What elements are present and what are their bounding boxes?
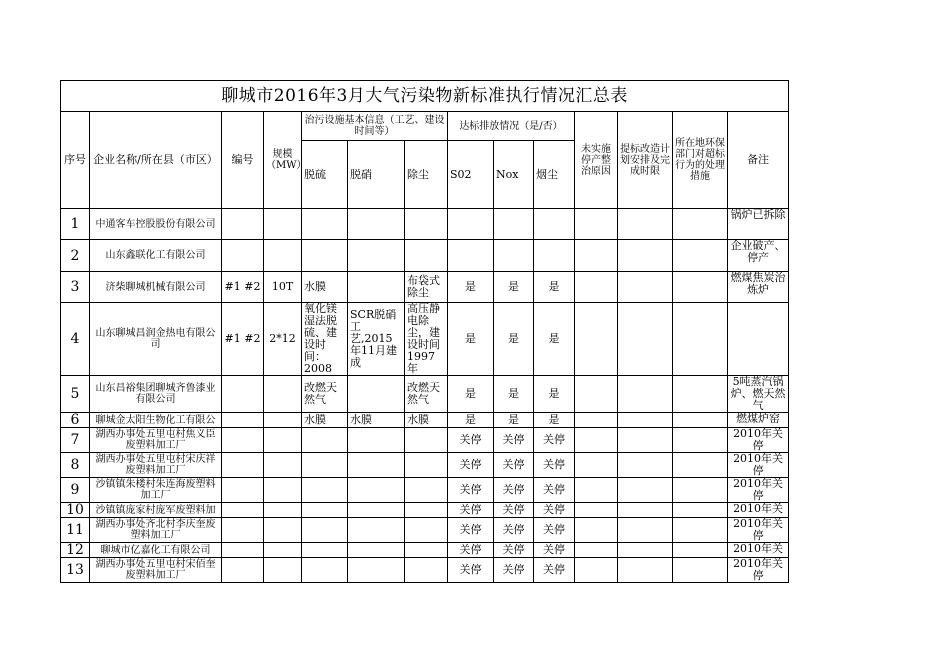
cell-dust: 关停	[534, 453, 575, 478]
cell-dedust	[405, 518, 448, 543]
cell-seq: 10	[61, 503, 90, 518]
cell-remark: 2010年关停	[728, 428, 789, 453]
cell-dust: 是	[534, 272, 575, 303]
cell-nox: 是	[494, 376, 534, 413]
cell-remark: 2010年关	[728, 543, 789, 558]
cell-plan	[618, 478, 673, 503]
table-row	[61, 303, 789, 376]
cell-measures	[673, 478, 728, 503]
cell-reason	[575, 376, 618, 413]
cell-remark: 燃煤焦炭治炼炉	[728, 272, 789, 303]
cell-dust	[534, 209, 575, 240]
cell-company: 山东昌裕集团聊城齐鲁漆业有限公司	[90, 376, 222, 413]
cell-dedust: 布袋式除尘	[405, 272, 448, 303]
cell-company: 湖西办事处五里屯村焦义臣废塑料加工厂	[90, 428, 222, 453]
cell-company: 湖西办事处齐北村李庆奎废塑料加工厂	[90, 518, 222, 543]
cell-code: #1 #2	[222, 303, 264, 376]
table-row	[61, 543, 789, 558]
cell-denitration: SCR脱硝工艺,2015年11月建成	[348, 303, 405, 376]
cell-seq: 9	[61, 478, 90, 503]
cell-scale	[264, 376, 302, 413]
cell-seq: 13	[61, 558, 90, 583]
cell-nox: 是	[494, 272, 534, 303]
header-facility-group: 治污设施基本信息（工艺、建设时间等）	[302, 112, 448, 141]
header-dust: 烟尘	[534, 141, 575, 209]
cell-remark: 2010年关	[728, 503, 789, 518]
cell-denitration	[348, 209, 405, 240]
cell-dust: 是	[534, 413, 575, 428]
cell-measures	[673, 428, 728, 453]
cell-dedust	[405, 428, 448, 453]
cell-nox: 关停	[494, 518, 534, 543]
cell-denitration	[348, 428, 405, 453]
cell-so2: 是	[448, 303, 494, 376]
cell-company: 中通客车控股股份有限公司	[90, 209, 222, 240]
cell-remark: 2010年关停	[728, 478, 789, 503]
cell-reason	[575, 453, 618, 478]
cell-seq: 12	[61, 543, 90, 558]
cell-so2	[448, 240, 494, 272]
cell-so2: 关停	[448, 558, 494, 583]
cell-code	[222, 428, 264, 453]
cell-dedust	[405, 209, 448, 240]
table-row	[61, 240, 789, 272]
header-improve-plan: 提标改造计划安排及完成时限	[618, 112, 673, 209]
cell-company: 聊城市亿嘉化工有限公司	[90, 543, 222, 558]
summary-sheet	[60, 80, 788, 583]
cell-desulfur	[302, 543, 348, 558]
cell-plan	[618, 518, 673, 543]
cell-dust: 是	[534, 376, 575, 413]
cell-desulfur	[302, 478, 348, 503]
cell-remark: 2010年关停	[728, 558, 789, 583]
cell-code	[222, 240, 264, 272]
cell-so2: 关停	[448, 428, 494, 453]
cell-remark: 燃煤炉窑	[728, 413, 789, 428]
cell-measures	[673, 209, 728, 240]
cell-desulfur: 水膜	[302, 272, 348, 303]
table-row	[61, 413, 789, 428]
cell-nox: 关停	[494, 503, 534, 518]
cell-measures	[673, 453, 728, 478]
cell-measures	[673, 558, 728, 583]
cell-code	[222, 503, 264, 518]
cell-dust	[534, 240, 575, 272]
cell-reason	[575, 303, 618, 376]
cell-dust: 关停	[534, 543, 575, 558]
cell-dedust: 改燃天然气	[405, 376, 448, 413]
cell-scale	[264, 478, 302, 503]
cell-denitration	[348, 503, 405, 518]
table-row	[61, 518, 789, 543]
header-so2: S02	[448, 141, 494, 209]
cell-remark: 锅炉已拆除	[728, 209, 789, 240]
cell-dedust: 水膜	[405, 413, 448, 428]
cell-measures	[673, 240, 728, 272]
cell-desulfur	[302, 503, 348, 518]
cell-remark: 企业破产、停产	[728, 240, 789, 272]
cell-scale: 10T	[264, 272, 302, 303]
cell-company: 聊城金太阳生物化工有限公	[90, 413, 222, 428]
cell-seq: 1	[61, 209, 90, 240]
header-company: 企业名称/所在县（市区）	[90, 112, 222, 209]
cell-reason	[575, 413, 618, 428]
cell-measures	[673, 303, 728, 376]
cell-denitration	[348, 240, 405, 272]
cell-company: 沙镇镇朱楼村朱连海废塑料加工厂	[90, 478, 222, 503]
cell-scale	[264, 240, 302, 272]
table-row	[61, 478, 789, 503]
cell-nox: 关停	[494, 428, 534, 453]
cell-scale	[264, 453, 302, 478]
cell-code	[222, 413, 264, 428]
cell-scale	[264, 518, 302, 543]
cell-dedust	[405, 503, 448, 518]
cell-dedust	[405, 543, 448, 558]
cell-denitration: 水膜	[348, 413, 405, 428]
header-env-measures: 所在地环保部门对超标行为的处理措施	[673, 112, 728, 209]
cell-desulfur: 氧化镁湿法脱硫、建设时间：2008	[302, 303, 348, 376]
cell-plan	[618, 303, 673, 376]
cell-reason	[575, 272, 618, 303]
cell-nox: 关停	[494, 478, 534, 503]
header-not-implemented: 未实施停产整治原因	[575, 112, 618, 209]
cell-plan	[618, 503, 673, 518]
cell-scale	[264, 558, 302, 583]
cell-desulfur	[302, 428, 348, 453]
cell-remark: 2010年关停	[728, 518, 789, 543]
cell-dedust: 高压静电除尘，建设时间1997年	[405, 303, 448, 376]
cell-company: 山东聊城昌润金热电有限公司	[90, 303, 222, 376]
table-row	[61, 428, 789, 453]
cell-dedust	[405, 453, 448, 478]
cell-measures	[673, 503, 728, 518]
cell-so2: 是	[448, 376, 494, 413]
cell-code	[222, 209, 264, 240]
header-dedust: 除尘	[405, 141, 448, 209]
cell-remark	[728, 303, 789, 376]
cell-desulfur: 改燃天然气	[302, 376, 348, 413]
cell-so2: 关停	[448, 503, 494, 518]
cell-plan	[618, 453, 673, 478]
cell-seq: 5	[61, 376, 90, 413]
cell-code	[222, 558, 264, 583]
cell-scale: 2*12	[264, 303, 302, 376]
header-emission-group: 达标排放情况（是/否）	[448, 112, 575, 141]
cell-plan	[618, 558, 673, 583]
cell-measures	[673, 376, 728, 413]
cell-reason	[575, 240, 618, 272]
cell-code	[222, 518, 264, 543]
cell-seq: 3	[61, 272, 90, 303]
cell-plan	[618, 240, 673, 272]
cell-desulfur	[302, 209, 348, 240]
cell-nox: 关停	[494, 543, 534, 558]
cell-code	[222, 543, 264, 558]
cell-code	[222, 478, 264, 503]
cell-reason	[575, 518, 618, 543]
cell-denitration	[348, 478, 405, 503]
header-desulfur: 脱硫	[302, 141, 348, 209]
cell-so2: 是	[448, 272, 494, 303]
cell-plan	[618, 376, 673, 413]
cell-seq: 2	[61, 240, 90, 272]
cell-so2: 是	[448, 413, 494, 428]
cell-scale	[264, 543, 302, 558]
cell-company: 湖西办事处五里屯村宋佰奎废塑料加工厂	[90, 558, 222, 583]
cell-denitration	[348, 376, 405, 413]
cell-seq: 8	[61, 453, 90, 478]
cell-remark: 2010年关停	[728, 453, 789, 478]
cell-measures	[673, 518, 728, 543]
table-row	[61, 558, 789, 583]
cell-reason	[575, 209, 618, 240]
cell-dust: 关停	[534, 518, 575, 543]
cell-plan	[618, 413, 673, 428]
cell-so2: 关停	[448, 478, 494, 503]
cell-seq: 7	[61, 428, 90, 453]
cell-dedust	[405, 240, 448, 272]
cell-reason	[575, 558, 618, 583]
cell-scale	[264, 209, 302, 240]
cell-plan	[618, 428, 673, 453]
cell-denitration	[348, 543, 405, 558]
cell-reason	[575, 503, 618, 518]
cell-company: 山东鑫联化工有限公司	[90, 240, 222, 272]
cell-reason	[575, 428, 618, 453]
cell-reason	[575, 543, 618, 558]
table-title: 聊城市2016年3月大气污染物新标准执行情况汇总表	[61, 81, 789, 112]
cell-code: #1 #2	[222, 272, 264, 303]
cell-code	[222, 453, 264, 478]
cell-scale	[264, 428, 302, 453]
cell-so2: 关停	[448, 543, 494, 558]
cell-desulfur	[302, 453, 348, 478]
cell-desulfur	[302, 240, 348, 272]
cell-denitration	[348, 518, 405, 543]
cell-dust: 关停	[534, 478, 575, 503]
cell-dedust	[405, 558, 448, 583]
header-code: 编号	[222, 112, 264, 209]
cell-nox: 关停	[494, 558, 534, 583]
header-nox: Nox	[494, 141, 534, 209]
table-row	[61, 376, 789, 413]
cell-remark: 5吨蒸汽锅炉、燃天然气	[728, 376, 789, 413]
cell-measures	[673, 543, 728, 558]
cell-company: 济柴聊城机械有限公司	[90, 272, 222, 303]
cell-reason	[575, 478, 618, 503]
cell-seq: 4	[61, 303, 90, 376]
cell-dust: 关停	[534, 503, 575, 518]
header-seq: 序号	[61, 112, 90, 209]
cell-seq: 11	[61, 518, 90, 543]
cell-so2: 关停	[448, 453, 494, 478]
cell-measures	[673, 272, 728, 303]
cell-code	[222, 376, 264, 413]
cell-desulfur: 水膜	[302, 413, 348, 428]
cell-desulfur	[302, 518, 348, 543]
cell-measures	[673, 413, 728, 428]
cell-nox: 是	[494, 303, 534, 376]
cell-dedust	[405, 478, 448, 503]
cell-dust: 是	[534, 303, 575, 376]
cell-desulfur	[302, 558, 348, 583]
table-row	[61, 503, 789, 518]
cell-plan	[618, 543, 673, 558]
cell-scale	[264, 503, 302, 518]
cell-nox	[494, 209, 534, 240]
cell-nox	[494, 240, 534, 272]
cell-nox: 关停	[494, 453, 534, 478]
table-row	[61, 209, 789, 240]
table-row	[61, 272, 789, 303]
cell-dust: 关停	[534, 428, 575, 453]
cell-scale	[264, 413, 302, 428]
cell-company: 沙镇镇庞家村庞军废塑料加	[90, 503, 222, 518]
summary-table	[60, 80, 789, 583]
cell-company: 湖西办事处五里屯村宋庆祥废塑料加工厂	[90, 453, 222, 478]
cell-so2: 关停	[448, 518, 494, 543]
table-row	[61, 453, 789, 478]
cell-denitration	[348, 558, 405, 583]
cell-plan	[618, 209, 673, 240]
cell-denitration	[348, 453, 405, 478]
cell-seq: 6	[61, 413, 90, 428]
cell-denitration	[348, 272, 405, 303]
cell-nox: 是	[494, 413, 534, 428]
header-denitration: 脱硝	[348, 141, 405, 209]
cell-so2	[448, 209, 494, 240]
cell-dust: 关停	[534, 558, 575, 583]
header-remark: 备注	[728, 112, 789, 209]
cell-plan	[618, 272, 673, 303]
header-scale: 规模（MW）	[264, 112, 302, 209]
